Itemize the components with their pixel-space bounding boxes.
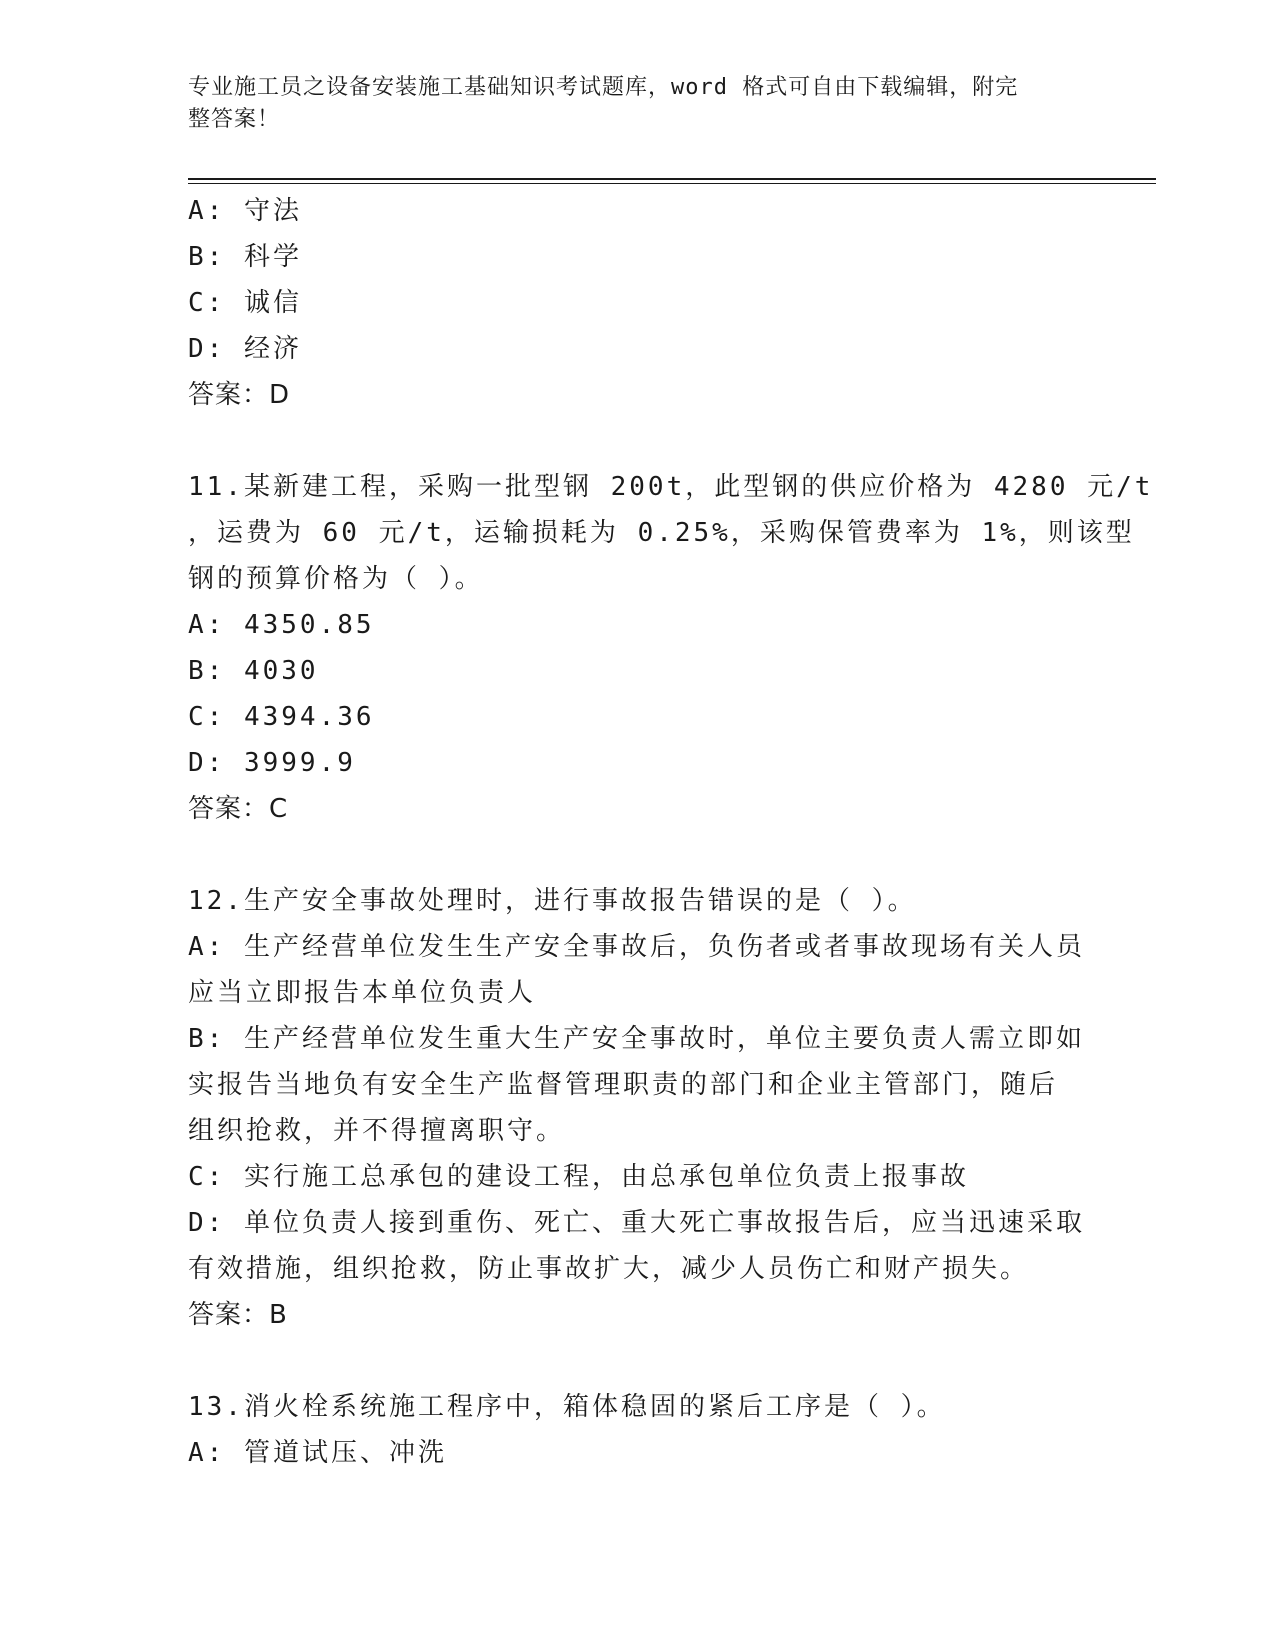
option-a: A: 管道试压、冲洗 <box>188 1438 447 1468</box>
question-stem-line: 钢的预算价格为（ ）。 <box>188 564 484 594</box>
option-a: A: 守法 <box>188 196 302 226</box>
question-content <box>188 188 1154 1476</box>
document-header <box>188 72 1088 136</box>
option-line: D: 单位负责人接到重伤、死亡、重大死亡事故报告后，应当迅速采取 <box>188 1208 1085 1238</box>
question-13 <box>188 1384 1088 1476</box>
answer-line: 答案：B <box>188 1300 288 1330</box>
question-stem-line: 13.消火栓系统施工程序中，箱体稳固的紧后工序是（ ）。 <box>188 1392 946 1422</box>
option-line: C: 实行施工总承包的建设工程，由总承包单位负责上报事故 <box>188 1162 969 1192</box>
answer-line: 答案：D <box>188 380 291 410</box>
header-line-1: 专业施工员之设备安装施工基础知识考试题库，word 格式可自由下载编辑，附完 <box>188 75 1019 100</box>
header-line-2: 整答案！ <box>188 107 281 132</box>
question-12 <box>188 878 1088 1338</box>
spacer <box>188 832 1088 878</box>
option-d: D: 3999.9 <box>188 748 356 778</box>
option-b: B: 4030 <box>188 656 319 686</box>
option-line: 有效措施，组织抢救，防止事故扩大，减少人员伤亡和财产损失。 <box>188 1254 1030 1284</box>
question-stem-line: 12.生产安全事故处理时，进行事故报告错误的是（ ）。 <box>188 886 917 916</box>
option-line: B: 生产经营单位发生重大生产安全事故时，单位主要负责人需立即如 <box>188 1024 1085 1054</box>
question-stem-line: ，运费为 60 元/t，运输损耗为 0.25%，采购保管费率为 1%，则该型 <box>188 518 1135 548</box>
question-11 <box>188 464 1154 832</box>
option-c: C: 诚信 <box>188 288 302 318</box>
option-line: A: 生产经营单位发生生产安全事故后，负伤者或者事故现场有关人员 <box>188 932 1085 962</box>
header-rule-thin <box>188 183 1156 184</box>
option-d: D: 经济 <box>188 334 302 364</box>
option-c: C: 4394.36 <box>188 702 375 732</box>
option-line: 应当立即报告本单位负责人 <box>188 978 537 1008</box>
spacer <box>188 1338 1088 1384</box>
answer-line: 答案：C <box>188 794 289 824</box>
option-line: 实报告当地负有安全生产监督管理职责的部门和企业主管部门，随后 <box>188 1070 1059 1100</box>
question-10 <box>188 188 1088 418</box>
option-line: 组织抢救，并不得擅离职守。 <box>188 1116 566 1146</box>
option-b: B: 科学 <box>188 242 302 272</box>
header-rule-thick <box>188 178 1156 180</box>
option-a: A: 4350.85 <box>188 610 375 640</box>
question-stem-line: 11.某新建工程，采购一批型钢 200t，此型钢的供应价格为 4280 元/t <box>188 472 1154 502</box>
spacer <box>188 418 1088 464</box>
